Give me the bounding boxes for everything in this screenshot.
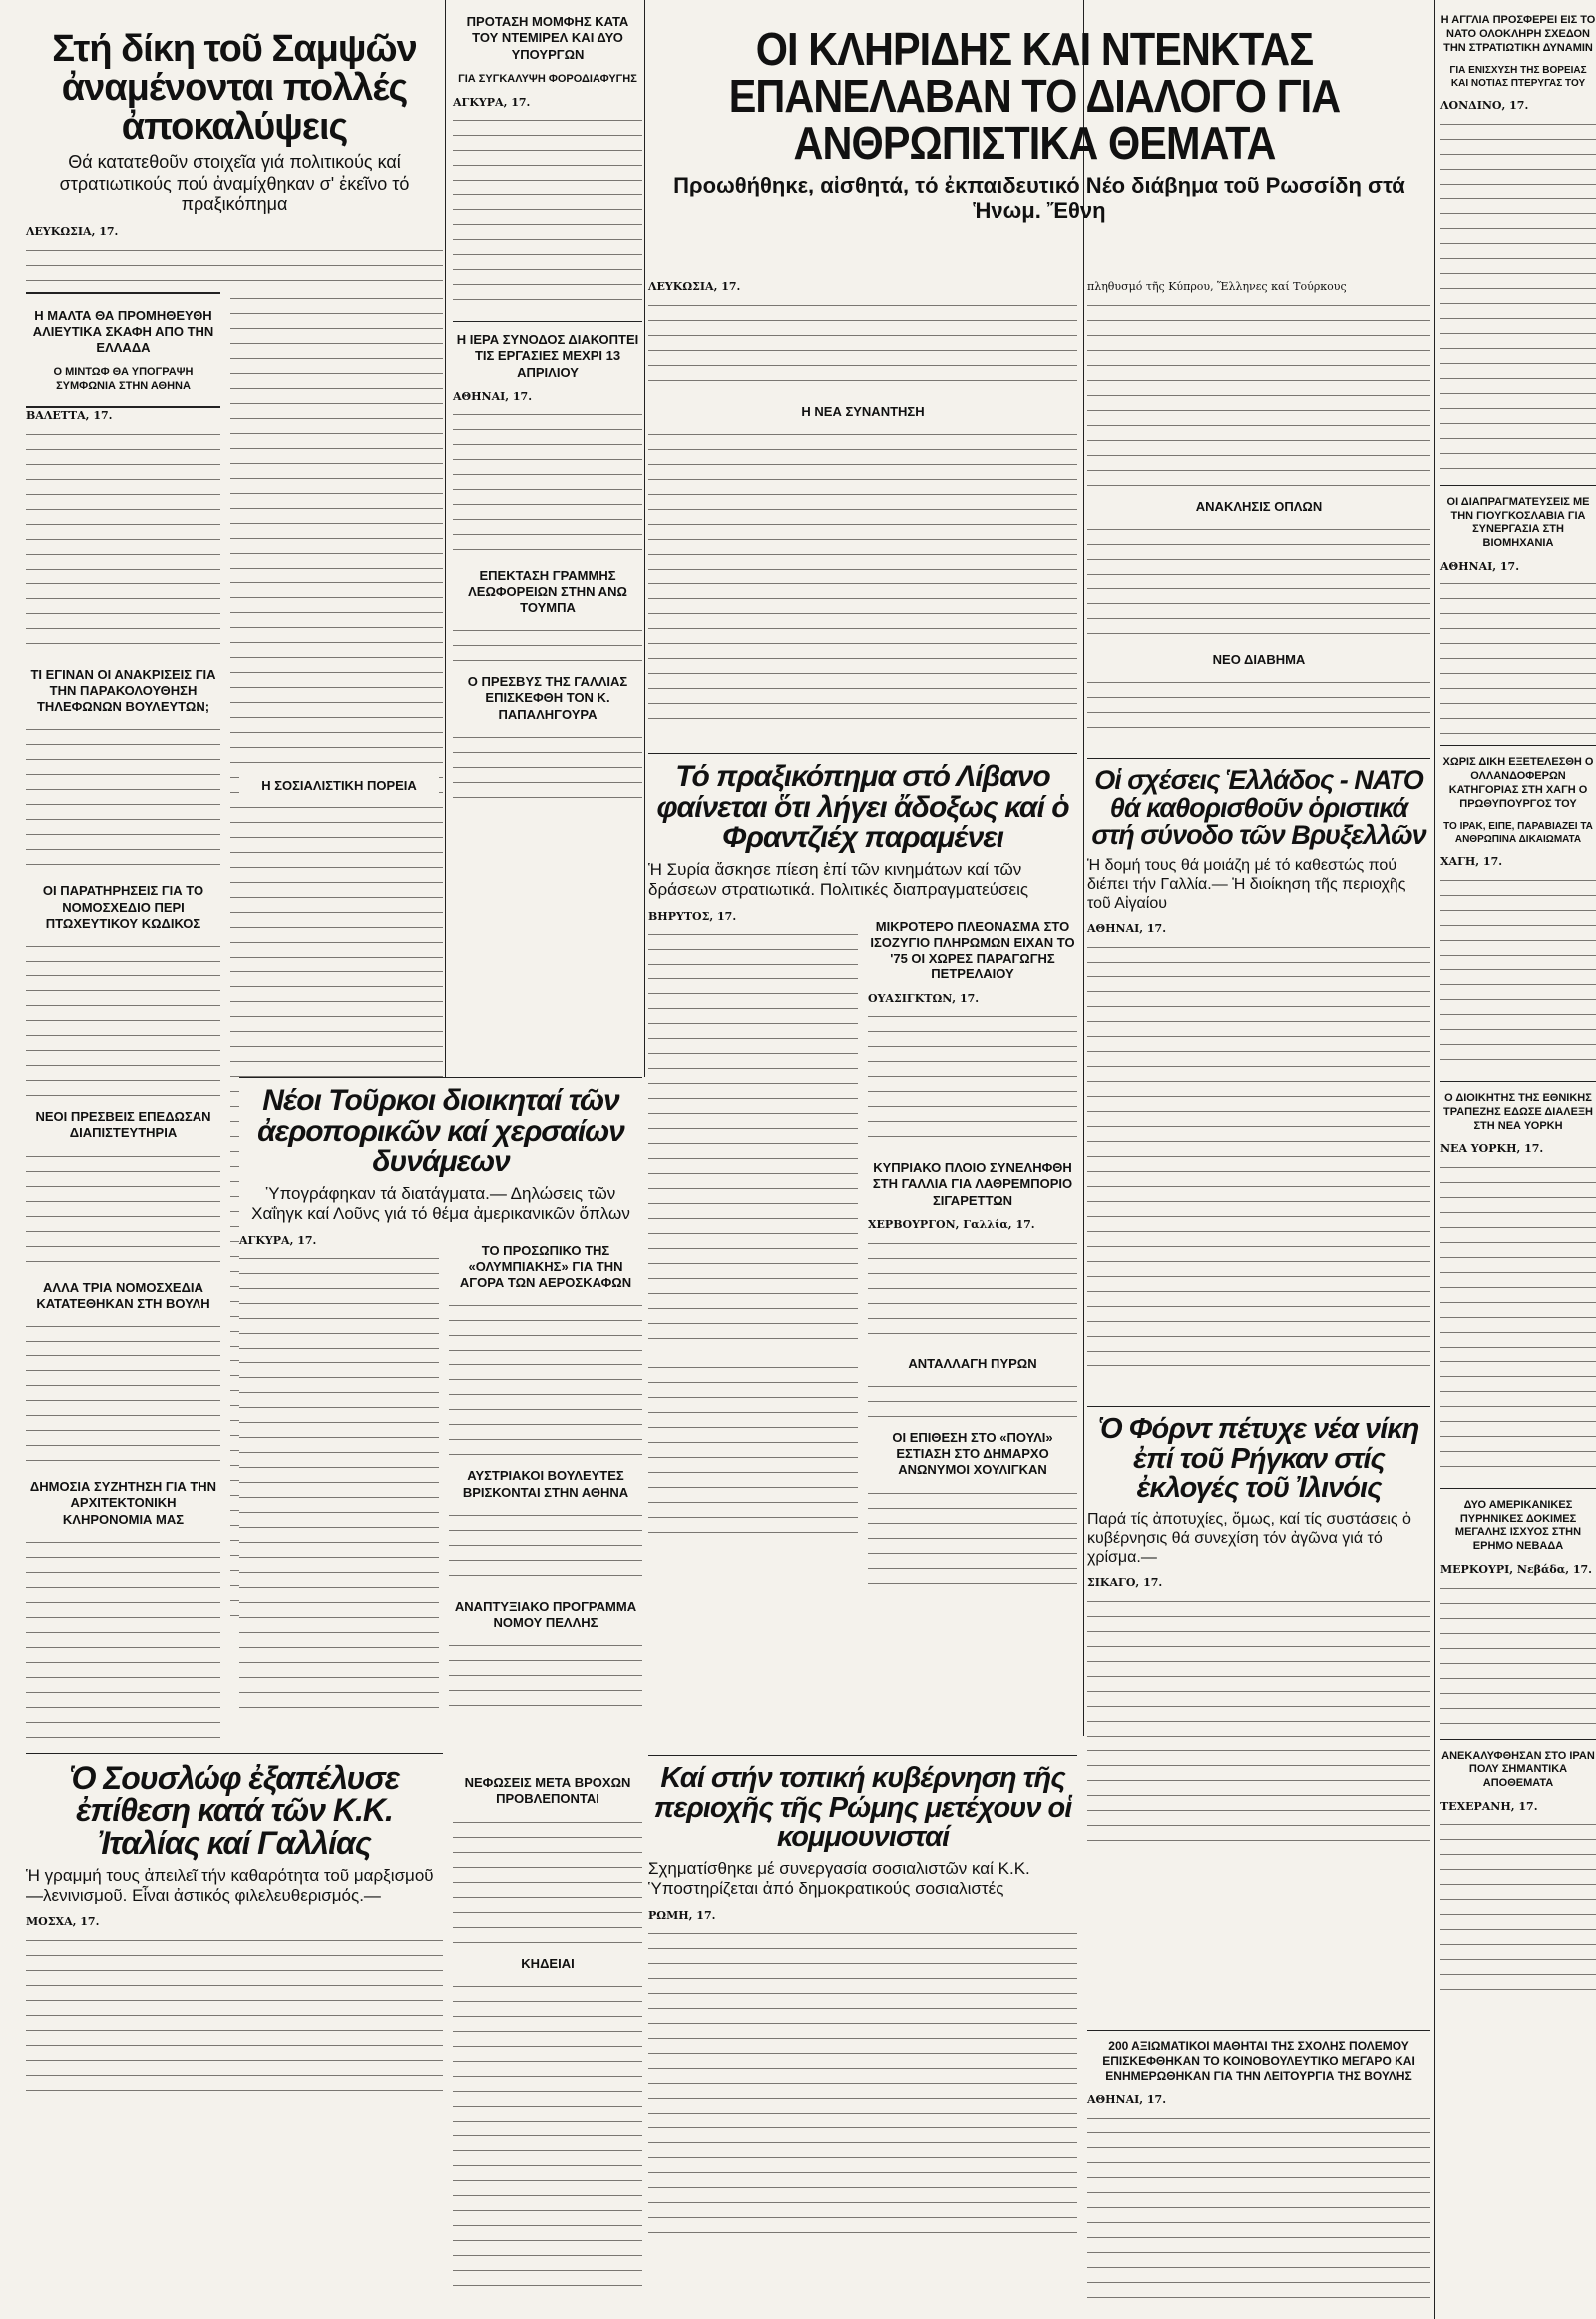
ford-subheadline: Παρά τίς ἀποτυχίες, ὅμως, καί τίς συστάσεις ὁ κυβέρνησις θά συνεχίση τόν ἀγῶνα γιά τό χρίσμα.— xyxy=(1087,1510,1411,1567)
architecture-headline: ΔΗΜΟΣΙΑ ΣΥΖΗΤΗΣΗ ΓΙΑ ΤΗΝ ΑΡΧΙΤΕΚΤΟΝΙΚΗ ΚΛΗΡΟΝΟΜΙΑ ΜΑΣ xyxy=(29,1479,217,1527)
dateline: ΛΕΥΚΩΣΙΑ, 17. xyxy=(26,225,119,239)
main-article-continued xyxy=(1087,279,1430,736)
main-subheadline: Προωθήθηκε, αἰσθητά, τό ἐκπαιδευτικό Νέο διάβημα τοῦ Ρωσσίδη στά Ἡνωμ. Ἔθνη xyxy=(673,172,1405,224)
dateline: ΑΘΗΝΑΙ, 17. xyxy=(453,389,533,403)
article-text-lines xyxy=(453,408,642,558)
lebanon-headline: Τό πραξικόπημα στό Λίβανο φαίνεται ὅτι λήγει ἄδοξως καί ὁ Φραντζιέχ παραμένει xyxy=(656,760,1069,855)
pouli-headline: ΟΙ ΕΠΙΘΕΣΗ ΣΤΟ «ΠΟΥΛΙ» ΕΣΤΙΑΣΗ ΣΤΟ ΔΗΜΑΡΧΟ ΑΝΩΝΥΜΟΙ ΧΟΥΛΙΓΚΑΝ xyxy=(892,1429,1053,1478)
article-text-lines xyxy=(26,1150,220,1270)
article-text-lines xyxy=(26,1934,443,2094)
tehran-headline: ΑΝΕΚΑΛΥΦΘΗΣΑΝ ΣΤΟ ΙΡΑΝ ΠΟΛΥ ΣΗΜΑΝΤΙΚΑ ΑΠΟΘΕΜΑΤΑ xyxy=(1441,1749,1595,1790)
article-text-lines xyxy=(449,1639,642,1709)
dateline: ΛΟΝΔΙΝΟ, 17. xyxy=(1440,99,1529,113)
cyprus-ship-headline: ΚΥΠΡΙΑΚΟ ΠΛΟΙΟ ΣΥΝΕΛΗΦΘΗ ΣΤΗ ΓΑΛΛΙΑ ΓΙΑ ΛΑΘΡΕΜΠΟΡΙΟ ΣΙΓΑΡΕΤΤΩΝ xyxy=(872,1160,1073,1208)
greece-nato-headline: Οἱ σχέσεις Ἑλλάδος - ΝΑΤΟ θά καθορισθοῦν ὁριστικά στή σύνοδο τῶν Βρυξελλῶν xyxy=(1091,765,1426,851)
dateline: ΑΓΚΥΡΑ, 17. xyxy=(453,95,531,109)
article-text-lines xyxy=(26,1320,220,1469)
dateline: ΑΘΗΝΑΙ, 17. xyxy=(1087,922,1167,936)
rome-article xyxy=(648,1755,1077,2246)
article-text-lines xyxy=(449,1299,642,1458)
column-2-lower xyxy=(453,1765,642,2299)
dateline: ΟΥΑΣΙΓΚΤΩΝ, 17. xyxy=(868,991,980,1005)
arms-recall-headline: ΑΝΑΚΛΗΣΙΣ ΟΠΛΩΝ xyxy=(1195,498,1323,514)
article-text-lines xyxy=(26,723,220,873)
column-5 xyxy=(1440,0,1596,1998)
french-envoy-headline: Ο ΠΡΕΣΒΥΣ ΤΗΣ ΓΑΛΛΙΑΣ ΕΠΙΣΚΕΦΘΗ ΤΟΝ Κ. ΠΑΠΑΛΗΓΟΥΡΑ xyxy=(467,674,628,722)
dateline: ΛΕΥΚΩΣΙΑ, 17. xyxy=(648,280,741,293)
socialist-headline: Η ΣΟΣΙΑΛΙΣΤΙΚΗ ΠΟΡΕΙΑ xyxy=(261,778,417,793)
ford-article xyxy=(1087,1406,1430,1844)
article-text-lines xyxy=(1087,2112,1430,2301)
cadets-article xyxy=(1087,2030,1430,2301)
nuclear-tests-headline: ΔΥΟ ΑΜΕΡΙΚΑΝΙΚΕΣ ΠΥΡΗΝΙΚΕΣ ΔΟΚΙΜΕΣ ΜΕΓΑΛΗΣ ΙΣΧΥΟΣ ΣΤΗΝ ΕΡΗΜΟ ΝΕΒΑΔΑ xyxy=(1454,1498,1582,1553)
pella-headline: ΑΝΑΠΤΥΞΙΑΚΟ ΠΡΟΓΡΑΜΜΑ ΝΟΜΟΥ ΠΕΛΛΗΣ xyxy=(454,1598,637,1631)
article-text-lines xyxy=(648,299,1077,394)
bus-headline: ΕΠΕΚΤΑΣΗ ΓΡΑΜΜΗΣ ΛΕΩΦΟΡΕΙΩΝ ΣΤΗΝ ΑΝΩ ΤΟΥΜΠΑ xyxy=(468,568,627,615)
dateline: ΣΙΚΑΓΟ, 17. xyxy=(1087,1576,1163,1590)
article-text-lines xyxy=(1087,523,1430,642)
new-dialogue-headline: ΝΕΟ ΔΙΑΒΗΜΑ xyxy=(1212,651,1306,667)
dateline: ΤΕΧΕΡΑΝΗ, 17. xyxy=(1440,1799,1538,1813)
article-text-lines xyxy=(648,1927,1077,2246)
article-text-lines xyxy=(26,1536,220,1745)
code-headline: ΟΙ ΠΑΡΑΤΗΡΗΣΕΙΣ ΓΙΑ ΤΟ ΝΟΜΟΣΧΕΔΙΟ ΠΕΡΙ ΠΤΩΧΕΥΤΙΚΟΥ ΚΩΔΙΚΟΣ xyxy=(42,883,204,931)
article-text-lines xyxy=(453,624,642,664)
dateline: ΒΗΡΥΤΟΣ, 17. xyxy=(648,909,737,923)
column-rule xyxy=(1083,0,1084,1736)
suslov-subheadline: Ἡ γραμμή τους ἀπειλεῖ τήν καθαρότητα τοῦ μαρξισμοῦ—λενινισμοῦ. Εἶναι ἀστικός φιλελευθερισμός.— xyxy=(26,1865,434,1906)
lead-headline: Στή δίκη τοῦ Σαμψῶν ἀναμένονται πολλές ἀποκαλύψεις xyxy=(52,28,417,148)
article-text-lines xyxy=(1087,1595,1430,1844)
new-york-headline: Ο ΔΙΟΙΚΗΤΗΣ ΤΗΣ ΕΘΝΙΚΗΣ ΤΡΑΠΕΖΗΣ ΕΔΩΣΕ ΔΙΑΛΕΞΗ ΣΤΗ ΝΕΑ ΥΟΡΚΗ xyxy=(1442,1092,1594,1132)
article-text-lines xyxy=(453,114,642,313)
phones-headline: ΤΙ ΕΓΙΝΑΝ ΟΙ ΑΝΑΚΡΙΣΕΙΣ ΓΙΑ ΤΗΝ ΠΑΡΑΚΟΛΟΥΘΗΣΗ ΤΗΛΕΦΩΝΩΝ ΒΟΥΛΕΥΤΩΝ; xyxy=(30,666,216,714)
article-text-lines xyxy=(868,1237,1077,1347)
column-1 xyxy=(26,0,443,2094)
article-text-lines xyxy=(1087,941,1430,1379)
yugoslavia-headline: ΟΙ ΔΙΑΠΡΑΓΜΑΤΕΥΣΕΙΣ ΜΕ ΤΗΝ ΓΙΟΥΓΚΟΣΛΑΒΙΑ ΓΙΑ ΣΥΝΕΡΓΑΣΙΑ ΣΤΗ ΒΙΟΜΗΧΑΝΙΑ xyxy=(1446,495,1590,550)
dateline: ΒΑΛΕΤΤΑ, 17. xyxy=(26,408,113,422)
article-body xyxy=(26,224,443,240)
article-text-lines xyxy=(648,428,1077,727)
dateline: ΡΩΜΗ, 17. xyxy=(648,1908,716,1922)
article-text-lines xyxy=(26,940,220,1099)
obituaries-headline: ΚΗΔΕΙΑΙ xyxy=(521,1955,575,1971)
bills-headline: ΑΛΛΑ ΤΡΙΑ ΝΟΜΟΣΧΕΔΙΑ ΚΑΤΑΤΕΘΗΚΑΝ ΣΤΗ ΒΟΥΛΗ xyxy=(36,1279,210,1311)
dateline: ΧΕΡΒΟΥΡΓΟΝ, Γαλλία, 17. xyxy=(868,1217,1035,1231)
dateline: ΑΓΚΥΡΑ, 17. xyxy=(239,1233,317,1247)
malta-headline: Η ΜΑΛΤΑ ΘΑ ΠΡΟΜΗΘΕΥΘΗ ΑΛΙΕΥΤΙΚΑ ΣΚΑΦΗ ΑΠΟ ΤΗΝ ΕΛΛΑΔΑ xyxy=(32,307,214,356)
envoys-headline: ΝΕΟΙ ΠΡΕΣΒΕΙΣ ΕΠΕΔΩΣΑΝ ΔΙΑΠΙΣΤΕΥΤΗΡΙΑ xyxy=(35,1109,211,1141)
article-text-lines xyxy=(868,1380,1077,1420)
iraq-headline: ΧΩΡΙΣ ΔΙΚΗ ΕΞΕΤΕΛΕΣΘΗ Ο ΟΛΛΑΝΔΟΦΕΡΩΝ ΚΑΤΗΓΟΡΙΑΣ ΣΤΗ ΧΑΓΗ Ο ΠΡΩΘΥΠΟΥΡΓΟΣ ΤΟΥ xyxy=(1442,756,1594,810)
article-text-lines xyxy=(648,928,858,1546)
cadets-headline: 200 ΑΞΙΩΜΑΤΙΚΟΙ ΜΑΘΗΤΑΙ ΤΗΣ ΣΧΟΛΗΣ ΠΟΛΕΜΟΥ ΕΠΙΣΚΕΦΘΗΚΑΝ ΤΟ ΚΟΙΝΟΒΟΥΛΕΥΤΙΚΟ ΜΕΓΑΡΟ ΚΑΙ ΕΝΗΜΕΡΩΘΗΚΑΝ ΓΙΑ ΤΗΝ ΛΕΙΤΟΥΡΓΙΑ ΤΗΣ ΒΟΥΛΗΣ xyxy=(1102,2039,1415,2083)
socialist-note xyxy=(239,768,439,802)
rome-subheadline: Σχηματίσθηκε μέ συνεργασία σοσιαλιστῶν καί Κ.Κ. Ὑποστηρίζεται ἀπό δημοκρατικούς σοσιαλιστές xyxy=(648,1858,1030,1899)
article-text-lines xyxy=(1440,874,1596,1073)
dateline: ΝΕΑ ΥΟΡΚΗ, 17. xyxy=(1440,1142,1544,1156)
article-text-lines xyxy=(26,428,220,657)
uk-nato-subheadline: ΓΙΑ ΕΝΙΣΧΥΣΗ ΤΗΣ ΒΟΡΕΙΑΣ ΚΑΙ ΝΟΤΙΑΣ ΠΤΕΡΥΓΑΣ ΤΟΥ xyxy=(1449,65,1587,89)
fire-exchange-headline: ΑΝΤΑΛΛΑΓΗ ΠΥΡΩΝ xyxy=(908,1355,1037,1371)
article-text-lines xyxy=(1087,299,1430,489)
rome-headline: Καί στήν τοπική κυβέρνηση τῆς περιοχῆς τῆς Ρώμης μετέχουν οἱ κομμουνισταί xyxy=(653,1762,1072,1854)
main-article-body xyxy=(648,279,1077,727)
greece-nato-subheadline: Ἡ δομή τους θά μοιάζη μέ τό καθεστώς πού διέπει τήν Γαλλία.— Ἡ διοίκηση τῆς περιοχῆς τοῦ Αἰγαίου xyxy=(1087,856,1406,912)
synod-headline: Η ΙΕΡΑ ΣΥΝΟΔΟΣ ΔΙΑΚΟΠΤΕΙ ΤΙΣ ΕΡΓΑΣΙΕΣ ΜΕΧΡΙ 13 ΑΠΡΙΛΙΟΥ xyxy=(456,332,639,380)
lebanon-subheadline: Ἡ Συρία ἄσκησε πίεση ἐπί τῶν κινημάτων καί τῶν δράσεων στρατιωτικά. Πολιτικές διαπραγματεύσεις xyxy=(648,859,1029,900)
suslov-headline: Ὁ Σουσλώφ ἐξαπέλυσε ἐπίθεση κατά τῶν Κ.Κ. Ἰταλίας καί Γαλλίας xyxy=(69,1759,399,1861)
article-text-lines xyxy=(1440,578,1596,737)
uk-nato-headline: Η ΑΓΓΛΙΑ ΠΡΟΣΦΕΡΕΙ ΕΙΣ ΤΟ ΝΑΤΟ ΟΛΟΚΛΗΡΗ ΣΧΕΔΟΝ ΤΗΝ ΣΤΡΑΤΙΩΤΙΚΗ ΔΥΝΑΜΙΝ xyxy=(1440,14,1596,54)
dateline: ΧΑΓΗ, 17. xyxy=(1440,855,1503,869)
continued-text: πληθυσμό τῆς Κύπρου, Ἕλληνες καί Τούρκους xyxy=(1087,280,1347,293)
article-text-lines xyxy=(453,1980,642,2299)
article-text-lines xyxy=(449,1509,642,1589)
oil-headline: ΜΙΚΡΟΤΕΡΟ ΠΛΕΟΝΑΣΜΑ ΣΤΟ ΙΣΟΖΥΓΙΟ ΠΛΗΡΩΜΩΝ ΕΙΧΑΝ ΤΟ '75 ΟΙ ΧΩΡΕΣ ΠΑΡΑΓΩΓΗΣ ΠΕΤΡΕΛΑΙΟΥ xyxy=(870,918,1075,982)
article-text-lines xyxy=(1440,1582,1596,1732)
dateline: ΑΘΗΝΑΙ, 17. xyxy=(1440,559,1520,573)
dateline: ΜΟΣΧΑ, 17. xyxy=(26,1915,100,1929)
austria-headline: ΑΥΣΤΡΙΑΚΟΙ ΒΟΥΛΕΥΤΕΣ ΒΡΙΣΚΟΝΤΑΙ ΣΤΗΝ ΑΘΗΝΑ xyxy=(462,1468,629,1500)
article-text-lines xyxy=(239,1252,439,1711)
censure-headline: ΠΡΟΤΑΣΗ ΜΟΜΦΗΣ ΚΑΤΑ ΤΟΥ ΝΤΕΜΙΡΕΛ ΚΑΙ ΔΥΟ ΥΠΟΥΡΓΩΝ xyxy=(466,14,629,62)
article-text-lines xyxy=(26,244,443,284)
lead-subheadline: Θά κατατεθοῦν στοιχεῖα γιά πολιτικούς καί στρατιωτικούς πού ἀναμίχθηκαν σ' ἐκεῖνο τό πραξικόπημα xyxy=(59,152,410,215)
iraq-subheadline: ΤΟ ΙΡΑΚ, ΕΙΠΕ, ΠΑΡΑΒΙΑΖΕΙ ΤΑ ΑΝΘΡΩΠΙΝΑ ΔΙΚΑΙΩΜΑΤΑ xyxy=(1443,821,1593,845)
new-meeting-headline: Η ΝΕΑ ΣΥΝΑΝΤΗΣΗ xyxy=(801,403,925,419)
column-3 xyxy=(648,0,1430,233)
main-headline: ΟΙ ΚΛΗΡΙΔΗΣ ΚΑΙ ΝΤΕΝΚΤΑΣ ΕΠΑΝΕΛΑΒΑΝ ΤΟ ΔΙΑΛΟΓΟ ΓΙΑ ΑΝΘΡΩΠΙΣΤΙΚΑ ΘΕΜΑΤΑ xyxy=(728,23,1341,169)
article-text-lines xyxy=(1440,1161,1596,1480)
dateline: ΜΕΡΚΟΥΡΙ, Νεβάδα, 17. xyxy=(1440,1562,1593,1576)
article-text-lines xyxy=(868,1010,1077,1150)
turkish-article xyxy=(239,1077,642,1711)
weather-headline: ΝΕΦΩΣΕΙΣ ΜΕΤΑ ΒΡΟΧΩΝ ΠΡΟΒΛΕΠΟΝΤΑΙ xyxy=(464,1775,631,1807)
censure-subheadline: ΓΙΑ ΣΥΓΚΑΛΥΨΗ ΦΟΡΟΔΙΑΦΥΓΗΣ xyxy=(458,72,637,85)
malta-subheadline: Ο ΜΙΝΤΩΦ ΘΑ ΥΠΟΓΡΑΨΗ ΣΥΜΦΩΝΙΑ ΣΤΗΝ ΑΘΗΝΑ xyxy=(53,366,194,393)
dateline: ΑΘΗΝΑΙ, 17. xyxy=(1087,2093,1167,2106)
article-text-lines xyxy=(1440,118,1596,477)
turkish-subheadline: Ὑπογράφηκαν τά διατάγματα.— Δηλώσεις τῶν Χαΐηγκ καί Λοῦνς γιά τό θέμα ἀμερικανικῶν ὅπλων xyxy=(251,1183,630,1224)
greece-nato-article xyxy=(1087,758,1430,1379)
article-text-lines xyxy=(453,731,642,801)
lebanon-article xyxy=(648,753,1077,1597)
article-text-lines xyxy=(1440,1818,1596,1998)
article-text-lines xyxy=(453,1816,642,1946)
column-2 xyxy=(453,0,642,801)
column-rule xyxy=(644,0,645,1077)
turkish-headline: Νέοι Τοῦρκοι διοικηταί τῶν ἀεροπορικῶν καί χερσαίων δυνάμεων xyxy=(257,1084,624,1179)
ford-headline: Ὁ Φόρντ πέτυχε νέα νίκη ἐπί τοῦ Ρήγκαν στίς ἐκλογές τοῦ Ἰλινόις xyxy=(1098,1413,1419,1505)
article-text-lines xyxy=(1087,676,1430,736)
article-text-lines xyxy=(868,1487,1077,1597)
column-rule xyxy=(1434,0,1435,2319)
olympic-headline: ΤΟ ΠΡΟΣΩΠΙΚΟ ΤΗΣ «ΟΛΥΜΠΙΑΚΗΣ» ΓΙΑ ΤΗΝ ΑΓΟΡΑ ΤΩΝ ΑΕΡΟΣΚΑΦΩΝ xyxy=(459,1242,632,1291)
